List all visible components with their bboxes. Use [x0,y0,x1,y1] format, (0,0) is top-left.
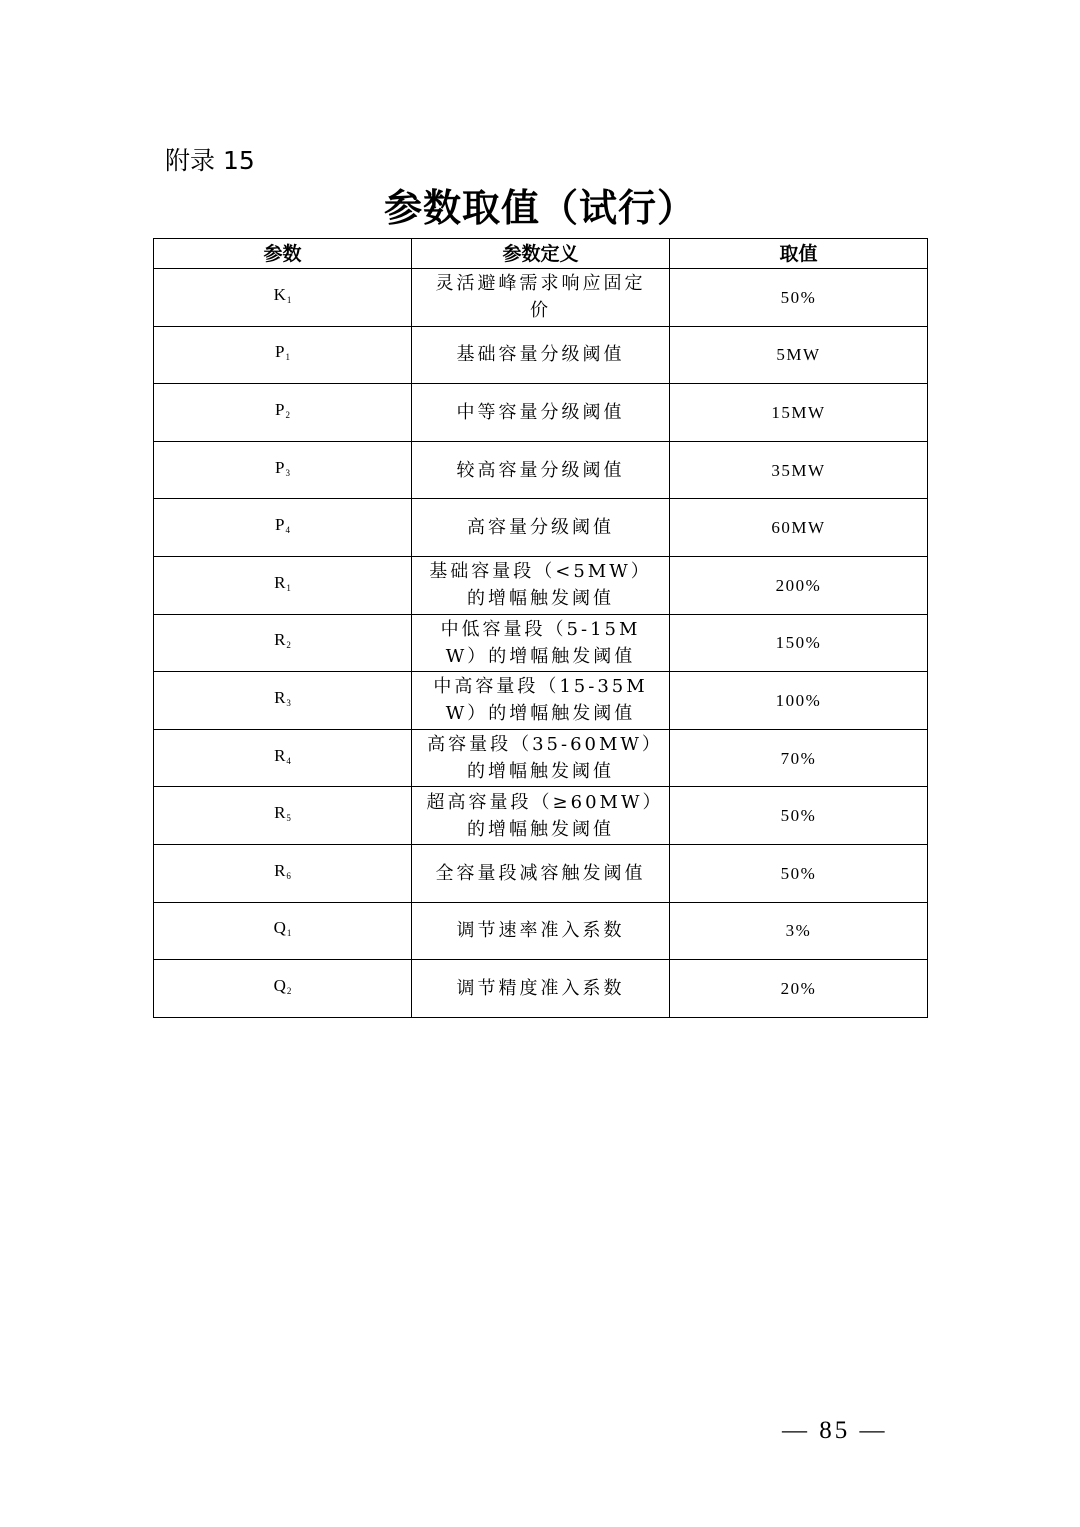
parameter-value: 3% [785,921,812,941]
value-cell [670,441,928,499]
definition-cell [412,441,670,499]
parameter-definition: 较高容量分级阈值 [456,459,625,481]
value-cell [670,384,928,442]
parameter-letter: R [274,803,286,823]
parameter-subscript: 3 [285,467,290,478]
definition-cell [412,384,670,442]
table-row [154,556,928,614]
parameter-value: 50% [780,287,817,307]
definition-cell [412,902,670,960]
parameter-value: 35MW [771,460,826,480]
definition-cell [412,614,670,672]
definition-cell [412,499,670,557]
parameter-symbol [275,515,290,534]
value-cell [670,556,928,614]
parameter-value: 5MW [776,345,821,365]
parameter-symbol [274,630,291,649]
page-number: — 85 — [782,1417,888,1444]
parameter-letter: P [275,457,285,477]
parameter-value: 60MW [771,518,826,538]
value-cell [670,787,928,845]
parameter-definition: 高容量分级阈值 [467,517,614,539]
definition-cell [412,960,670,1018]
parameter-cell [154,556,412,614]
parameter-subscript: 5 [286,813,291,824]
parameter-letter: K [273,284,286,304]
parameter-subscript: 1 [286,928,292,939]
table-row [154,729,928,787]
table-row [154,844,928,902]
table-row [154,787,928,845]
parameter-cell [154,787,412,845]
parameter-cell [154,844,412,902]
parameter-symbol [274,285,292,304]
parameter-letter: P [275,399,285,419]
definition-cell [412,556,670,614]
parameter-definition: 基础容量分级阈值 [456,344,625,366]
value-cell [670,269,928,327]
parameter-value: 150% [775,633,822,653]
parameter-subscript: 1 [286,582,291,593]
table-row [154,614,928,672]
value-cell [670,729,928,787]
parameter-definition: 调节速率准入系数 [456,920,625,942]
parameter-value: 200% [775,575,822,595]
parameter-cell [154,326,412,384]
parameter-cell [154,614,412,672]
header-definition: 参数定义 [412,239,670,269]
parameter-symbol [275,342,290,361]
parameter-cell [154,384,412,442]
parameter-definition: 中低容量段（5-15MW）的增幅触发阈值 [440,618,641,667]
parameter-value: 20% [780,978,817,998]
parameter-letter: R [274,745,286,765]
value-cell [670,499,928,557]
table-row [154,384,928,442]
parameter-cell [154,499,412,557]
parameter-definition: 全容量段减容触发阈值 [435,862,646,884]
parameter-subscript: 2 [285,409,290,420]
page-title: 参数取值（试行） [383,185,696,230]
parameter-definition: 超高容量段（≥60MW）的增幅触发阈值 [426,791,655,840]
value-cell [670,672,928,730]
parameter-symbol [275,400,290,419]
parameter-cell [154,672,412,730]
parameter-letter: R [274,572,286,592]
value-cell [670,960,928,1018]
parameter-cell [154,729,412,787]
parameter-table [153,238,928,1018]
table-row [154,326,928,384]
parameter-symbol [274,918,292,937]
definition-cell [412,729,670,787]
table-row [154,441,928,499]
parameter-letter: P [275,515,285,535]
parameter-subscript: 6 [286,870,291,881]
parameter-subscript: 1 [286,294,292,305]
header-parameter: 参数 [154,239,412,269]
header-value: 取值 [670,239,928,269]
parameter-value: 50% [780,806,817,826]
parameter-symbol [275,458,290,477]
value-cell [670,614,928,672]
table-header-row [154,239,928,269]
parameter-symbol [274,976,292,995]
table-row [154,902,928,960]
parameter-symbol [274,803,291,822]
parameter-definition: 调节精度准入系数 [456,977,625,999]
parameter-subscript: 1 [285,352,290,363]
parameter-definition: 中等容量分级阈值 [456,401,625,423]
value-cell [670,844,928,902]
parameter-subscript: 4 [285,525,290,536]
definition-cell [412,326,670,384]
parameter-symbol [274,746,291,765]
definition-cell [412,787,670,845]
parameter-definition: 灵活避峰需求响应固定价 [435,273,646,322]
parameter-value: 100% [775,690,822,710]
parameter-definition: 高容量段（35-60MW）的增幅触发阈值 [427,734,654,783]
parameter-cell [154,960,412,1018]
parameter-letter: R [274,687,286,707]
parameter-letter: Q [273,918,286,938]
parameter-subscript: 2 [286,640,291,651]
definition-cell [412,844,670,902]
parameter-cell [154,269,412,327]
parameter-subscript: 2 [286,985,292,996]
definition-cell [412,672,670,730]
definition-cell [412,269,670,327]
parameter-symbol [274,861,291,880]
parameter-letter: R [274,860,286,880]
value-cell [670,326,928,384]
table-row [154,499,928,557]
appendix-label: 附录 15 [165,146,255,175]
parameter-letter: Q [273,975,286,995]
parameter-letter: R [274,630,286,650]
value-cell [670,902,928,960]
parameter-cell [154,441,412,499]
parameter-value: 15MW [771,402,826,422]
parameter-subscript: 4 [286,755,291,766]
parameter-value: 70% [780,748,817,768]
table-row [154,269,928,327]
parameter-definition: 基础容量段（<5MW）的增幅触发阈值 [429,561,652,610]
table-row [154,960,928,1018]
parameter-letter: P [275,342,285,362]
parameter-value: 50% [780,863,817,883]
parameter-definition: 中高容量段（15-35MW）的增幅触发阈值 [433,676,648,725]
parameter-symbol [274,688,291,707]
parameter-cell [154,902,412,960]
table-row [154,672,928,730]
parameter-subscript: 3 [286,697,291,708]
parameter-symbol [274,573,291,592]
